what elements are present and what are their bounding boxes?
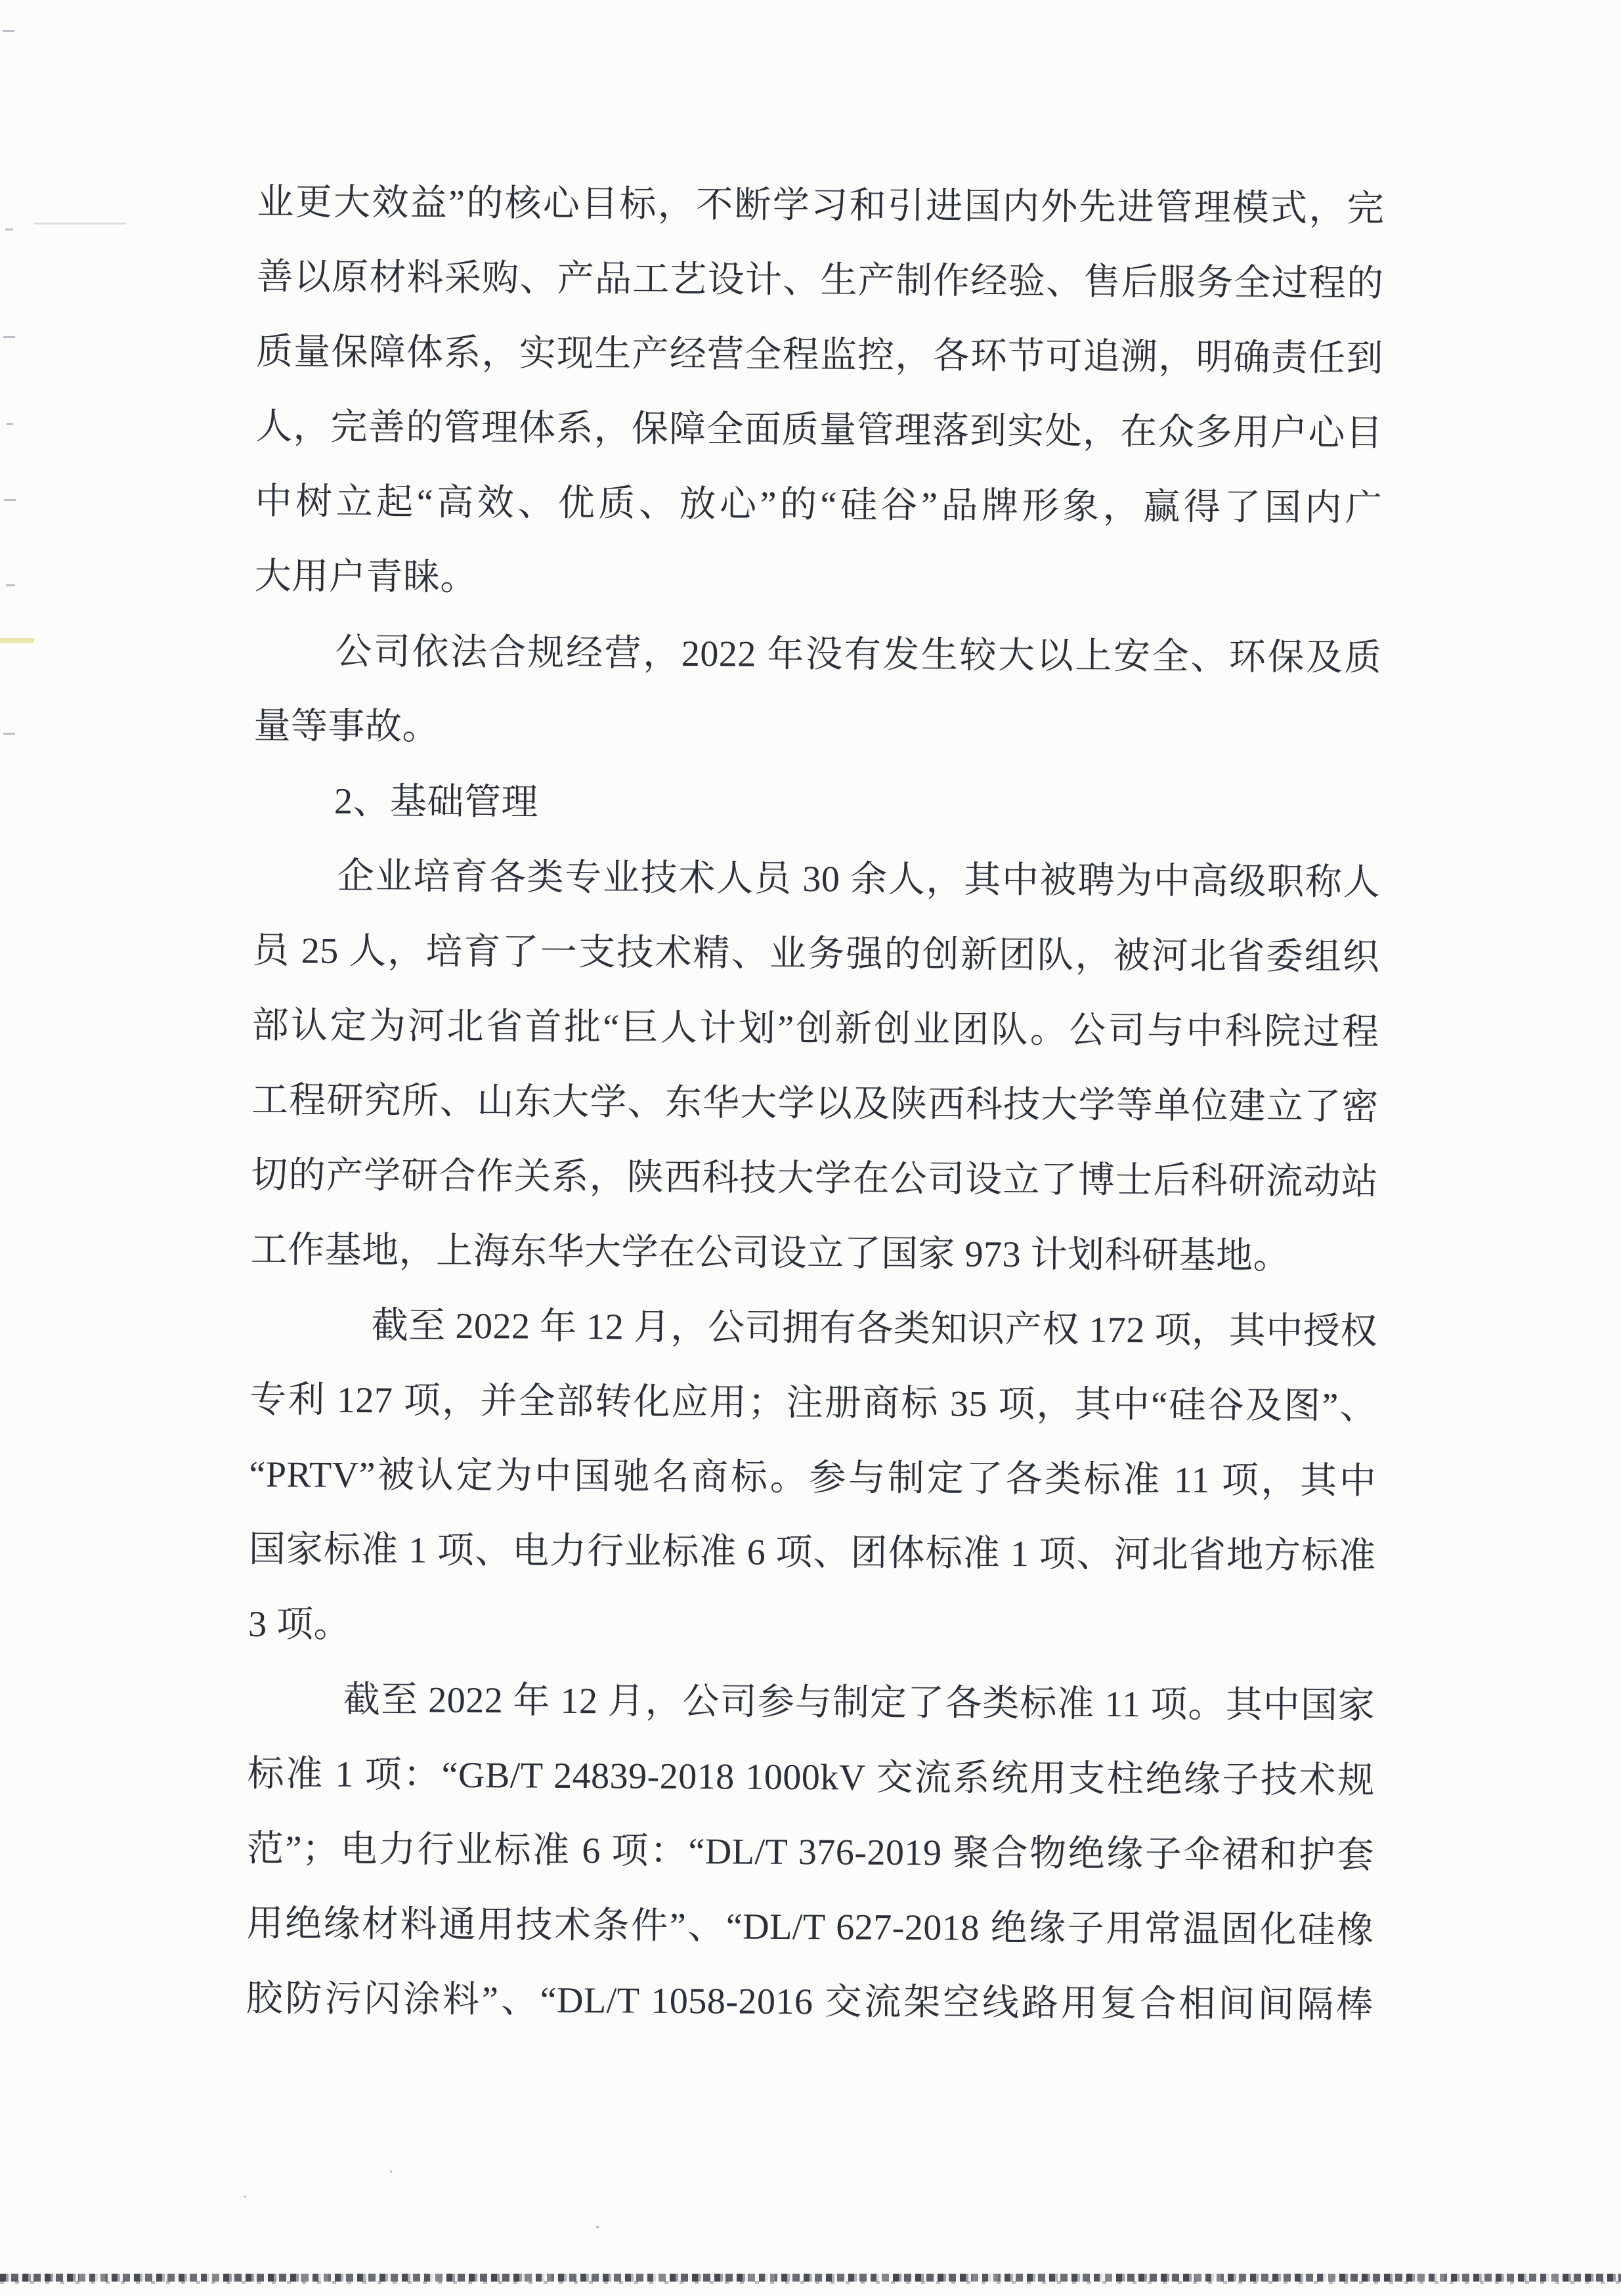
text-line: 部认定为河北省首批“巨人计划”创新创业团队。公司与中科院过程	[251, 1005, 1379, 1053]
text-line: 用绝缘材料通用技术条件”、“DL/T 627-2018 绝缘子用常温固化硅橡	[246, 1903, 1374, 1951]
text-line: 质量保障体系，实现生产经营全程监控，各环节可追溯，明确责任到	[255, 332, 1384, 379]
scan-speck	[596, 2226, 599, 2228]
text-line: 2、基础管理	[334, 781, 539, 823]
scan-edge-mark	[5, 228, 13, 230]
text-line: 员 25 人，培育了一支技术精、业务强的创新团队，被河北省委组织	[252, 930, 1380, 978]
document-text	[246, 165, 1384, 2043]
scan-noise-band-sub	[0, 2281, 1621, 2284]
scan-edge-mark	[3, 336, 15, 338]
text-line: 标准 1 项：“GB/T 24839-2018 1000kV 交流系统用支柱绝缘子技术规	[247, 1753, 1375, 1802]
text-line: 截至 2022 年 12 月，公司参与制定了各类标准 11 项。其中国家	[343, 1679, 1375, 1727]
text-line: 范”；电力行业标准 6 项：“DL/T 376-2019 聚合物绝缘子伞裙和护套	[246, 1828, 1375, 1876]
scan-edge-mark	[3, 733, 15, 735]
scan-edge-mark	[3, 30, 14, 32]
text-line: 大用户青睐。	[254, 556, 478, 599]
text-line: 切的产学研合作关系，陕西科技大学在公司设立了博士后科研流动站	[251, 1154, 1379, 1203]
text-line: 工作基地，上海东华大学在公司设立了国家 973 计划科研基地。	[250, 1229, 1291, 1277]
text-line: 胶防污闪涂料”、“DL/T 1058-2016 交流架空线路用复合相间间隔棒	[246, 1978, 1373, 2026]
text-line: 企业培育各类专业技术人员 30 余人，其中被聘为中高级职称人	[337, 856, 1381, 903]
text-line: “PRTV”被认定为中国驰名商标。参与制定了各类标准 11 项，其中	[249, 1454, 1377, 1502]
text-line: 工程研究所、山东大学、东华大学以及陕西科技大学等单位建立了密	[251, 1080, 1379, 1128]
text-line: 中树立起“高效、优质、放心”的“硅谷”品牌形象，赢得了国内广	[255, 481, 1383, 529]
scan-edge-mark	[4, 499, 16, 501]
text-line: 3 项。	[248, 1603, 351, 1645]
scan-streak	[34, 223, 126, 225]
scan-edge-mark	[7, 423, 13, 425]
text-line: 专利 127 项，并全部转化应用；注册商标 35 项，其中“硅谷及图”、	[249, 1379, 1377, 1427]
text-line: 业更大效益”的核心目标，不断学习和引进国内外先进管理模式，完	[257, 182, 1385, 230]
scan-yellow-mark	[0, 638, 34, 643]
scan-edge-mark	[6, 584, 15, 586]
text-line: 人，完善的管理体系，保障全面质量管理落到实处，在众多用户心目	[255, 406, 1383, 454]
scan-speck	[244, 2196, 246, 2198]
text-line: 善以原材料采购、产品工艺设计、生产制作经验、售后服务全过程的	[256, 257, 1384, 305]
text-line: 国家标准 1 项、电力行业标准 6 项、团体标准 1 项、河北省地方标准	[248, 1528, 1376, 1577]
text-line: 公司依法合规经营，2022 年没有发生较大以上安全、环保及质	[335, 631, 1382, 679]
text-line: 量等事故。	[253, 706, 440, 748]
text-line: 截至 2022 年 12 月，公司拥有各类知识产权 172 项，其中授权	[371, 1305, 1378, 1353]
scan-speck	[390, 2171, 392, 2173]
